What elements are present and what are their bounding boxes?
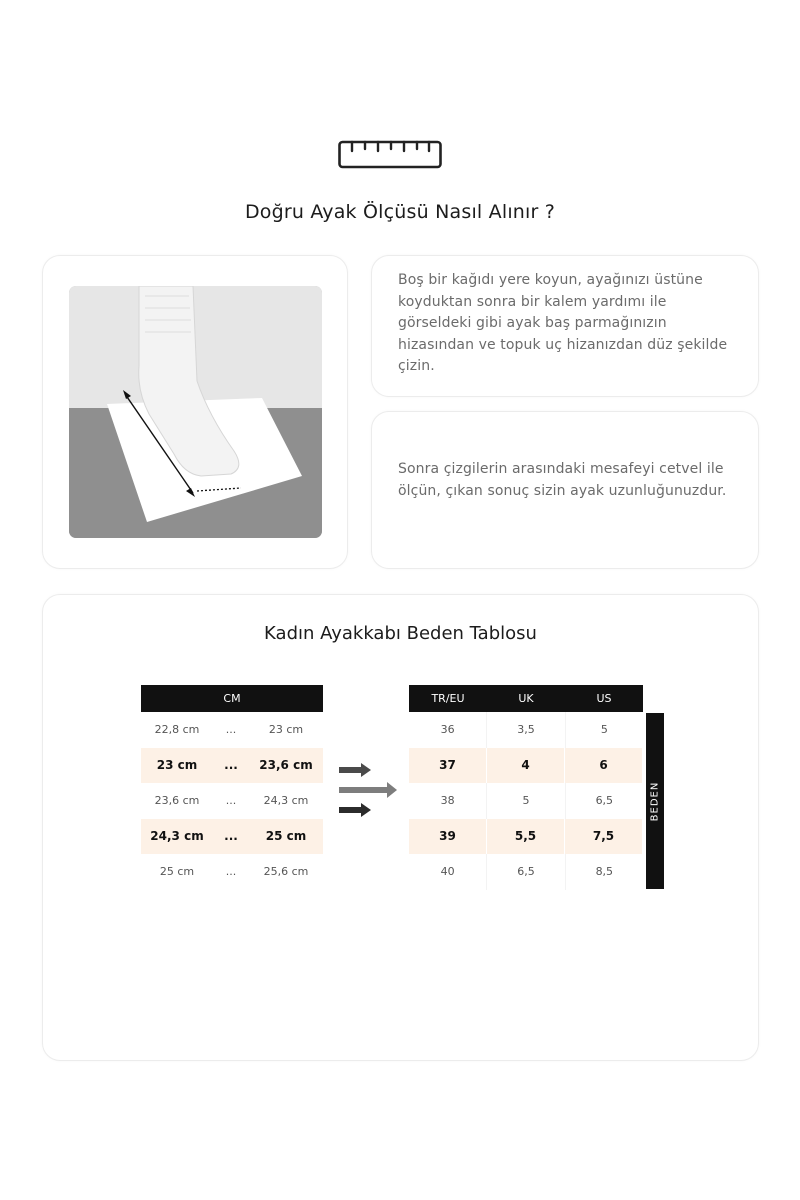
size-uk-cell: 6,5: [487, 854, 565, 890]
size-uk-cell: 5: [487, 783, 565, 819]
cm-table-row: [141, 819, 323, 855]
page-title: Doğru Ayak Ölçüsü Nasıl Alınır ?: [244, 201, 556, 223]
cm-table-row: [141, 712, 323, 748]
foot-measure-image-card: [42, 255, 348, 569]
cm-sep-cell: ...: [224, 829, 238, 844]
size-chart-title: Kadın Ayakkabı Beden Tablosu: [264, 623, 537, 644]
size-uk-cell: 5,5: [487, 819, 565, 855]
size-table-row: [409, 854, 643, 890]
size-tr-cell: 36: [409, 712, 487, 748]
arrow-right-icon: [339, 763, 401, 823]
size-tr-cell: 38: [409, 783, 487, 819]
size-tr-cell: 37: [409, 748, 487, 784]
size-table: [409, 685, 643, 890]
cm-table-row: [141, 854, 323, 890]
size-us-cell: 6,5: [595, 794, 614, 807]
size-chart-card: [42, 594, 759, 1061]
cm-table-header: CM: [141, 685, 323, 712]
cm-from-cell: 23 cm: [156, 758, 198, 773]
size-header-cell: UK: [518, 692, 534, 705]
cm-from-cell: 22,8 cm: [154, 723, 200, 737]
cm-table-row: [141, 783, 323, 819]
size-uk-cell: 3,5: [487, 712, 565, 748]
cm-from-cell: 25 cm: [159, 865, 195, 879]
cm-sep-cell: ...: [225, 723, 237, 737]
cm-table-row: [141, 748, 323, 784]
step-1-card: [371, 255, 759, 397]
size-table-row: [409, 783, 643, 819]
cm-sep-cell: ...: [225, 794, 237, 808]
size-header-cell: TR/EU: [431, 692, 465, 705]
foot-measure-photo: [69, 286, 322, 538]
cm-sep-cell: ...: [225, 865, 237, 879]
size-us-cell: 8,5: [595, 865, 614, 878]
beden-side-label: [646, 713, 664, 889]
cm-to-cell: 25,6 cm: [263, 865, 309, 879]
cm-from-cell: 23,6 cm: [154, 794, 200, 808]
size-table-row: [409, 712, 643, 748]
size-us-cell: 7,5: [565, 819, 643, 855]
step-2-card: [371, 411, 759, 569]
size-us-cell: 5: [600, 723, 608, 736]
size-uk-cell: 4: [487, 748, 565, 784]
size-tr-cell: 39: [409, 819, 487, 855]
size-table-header: [409, 685, 643, 712]
cm-from-cell: 24,3 cm: [150, 829, 204, 844]
cm-to-cell: 24,3 cm: [263, 794, 309, 808]
beden-label: BEDEN: [649, 781, 661, 821]
step-2-text: Sonra çizgilerin arasındaki mesafeyi cetvel ile ölçün, çıkan sonuç sizin ayak uzunluğunuzdur.: [398, 461, 727, 499]
ruler-icon: [338, 140, 442, 170]
size-table-row: [409, 819, 643, 855]
size-tr-cell: 40: [409, 854, 487, 890]
cm-to-cell: 23,6 cm: [259, 758, 313, 773]
step-1-text: Boş bir kağıdı yere koyun, ayağınızı üstüne koyduktan sonra bir kalem yardımı ile görseldeki gibi ayak baş parmağınızın hizasından ve topuk uç hizanızdan düz şekilde çizin.: [398, 272, 728, 374]
size-us-cell: 6: [565, 748, 643, 784]
cm-table: [141, 685, 323, 890]
cm-to-cell: 25 cm: [265, 829, 307, 844]
cm-to-cell: 23 cm: [268, 723, 304, 737]
size-header-cell: US: [596, 692, 612, 705]
cm-sep-cell: ...: [224, 758, 238, 773]
size-table-row: [409, 748, 643, 784]
